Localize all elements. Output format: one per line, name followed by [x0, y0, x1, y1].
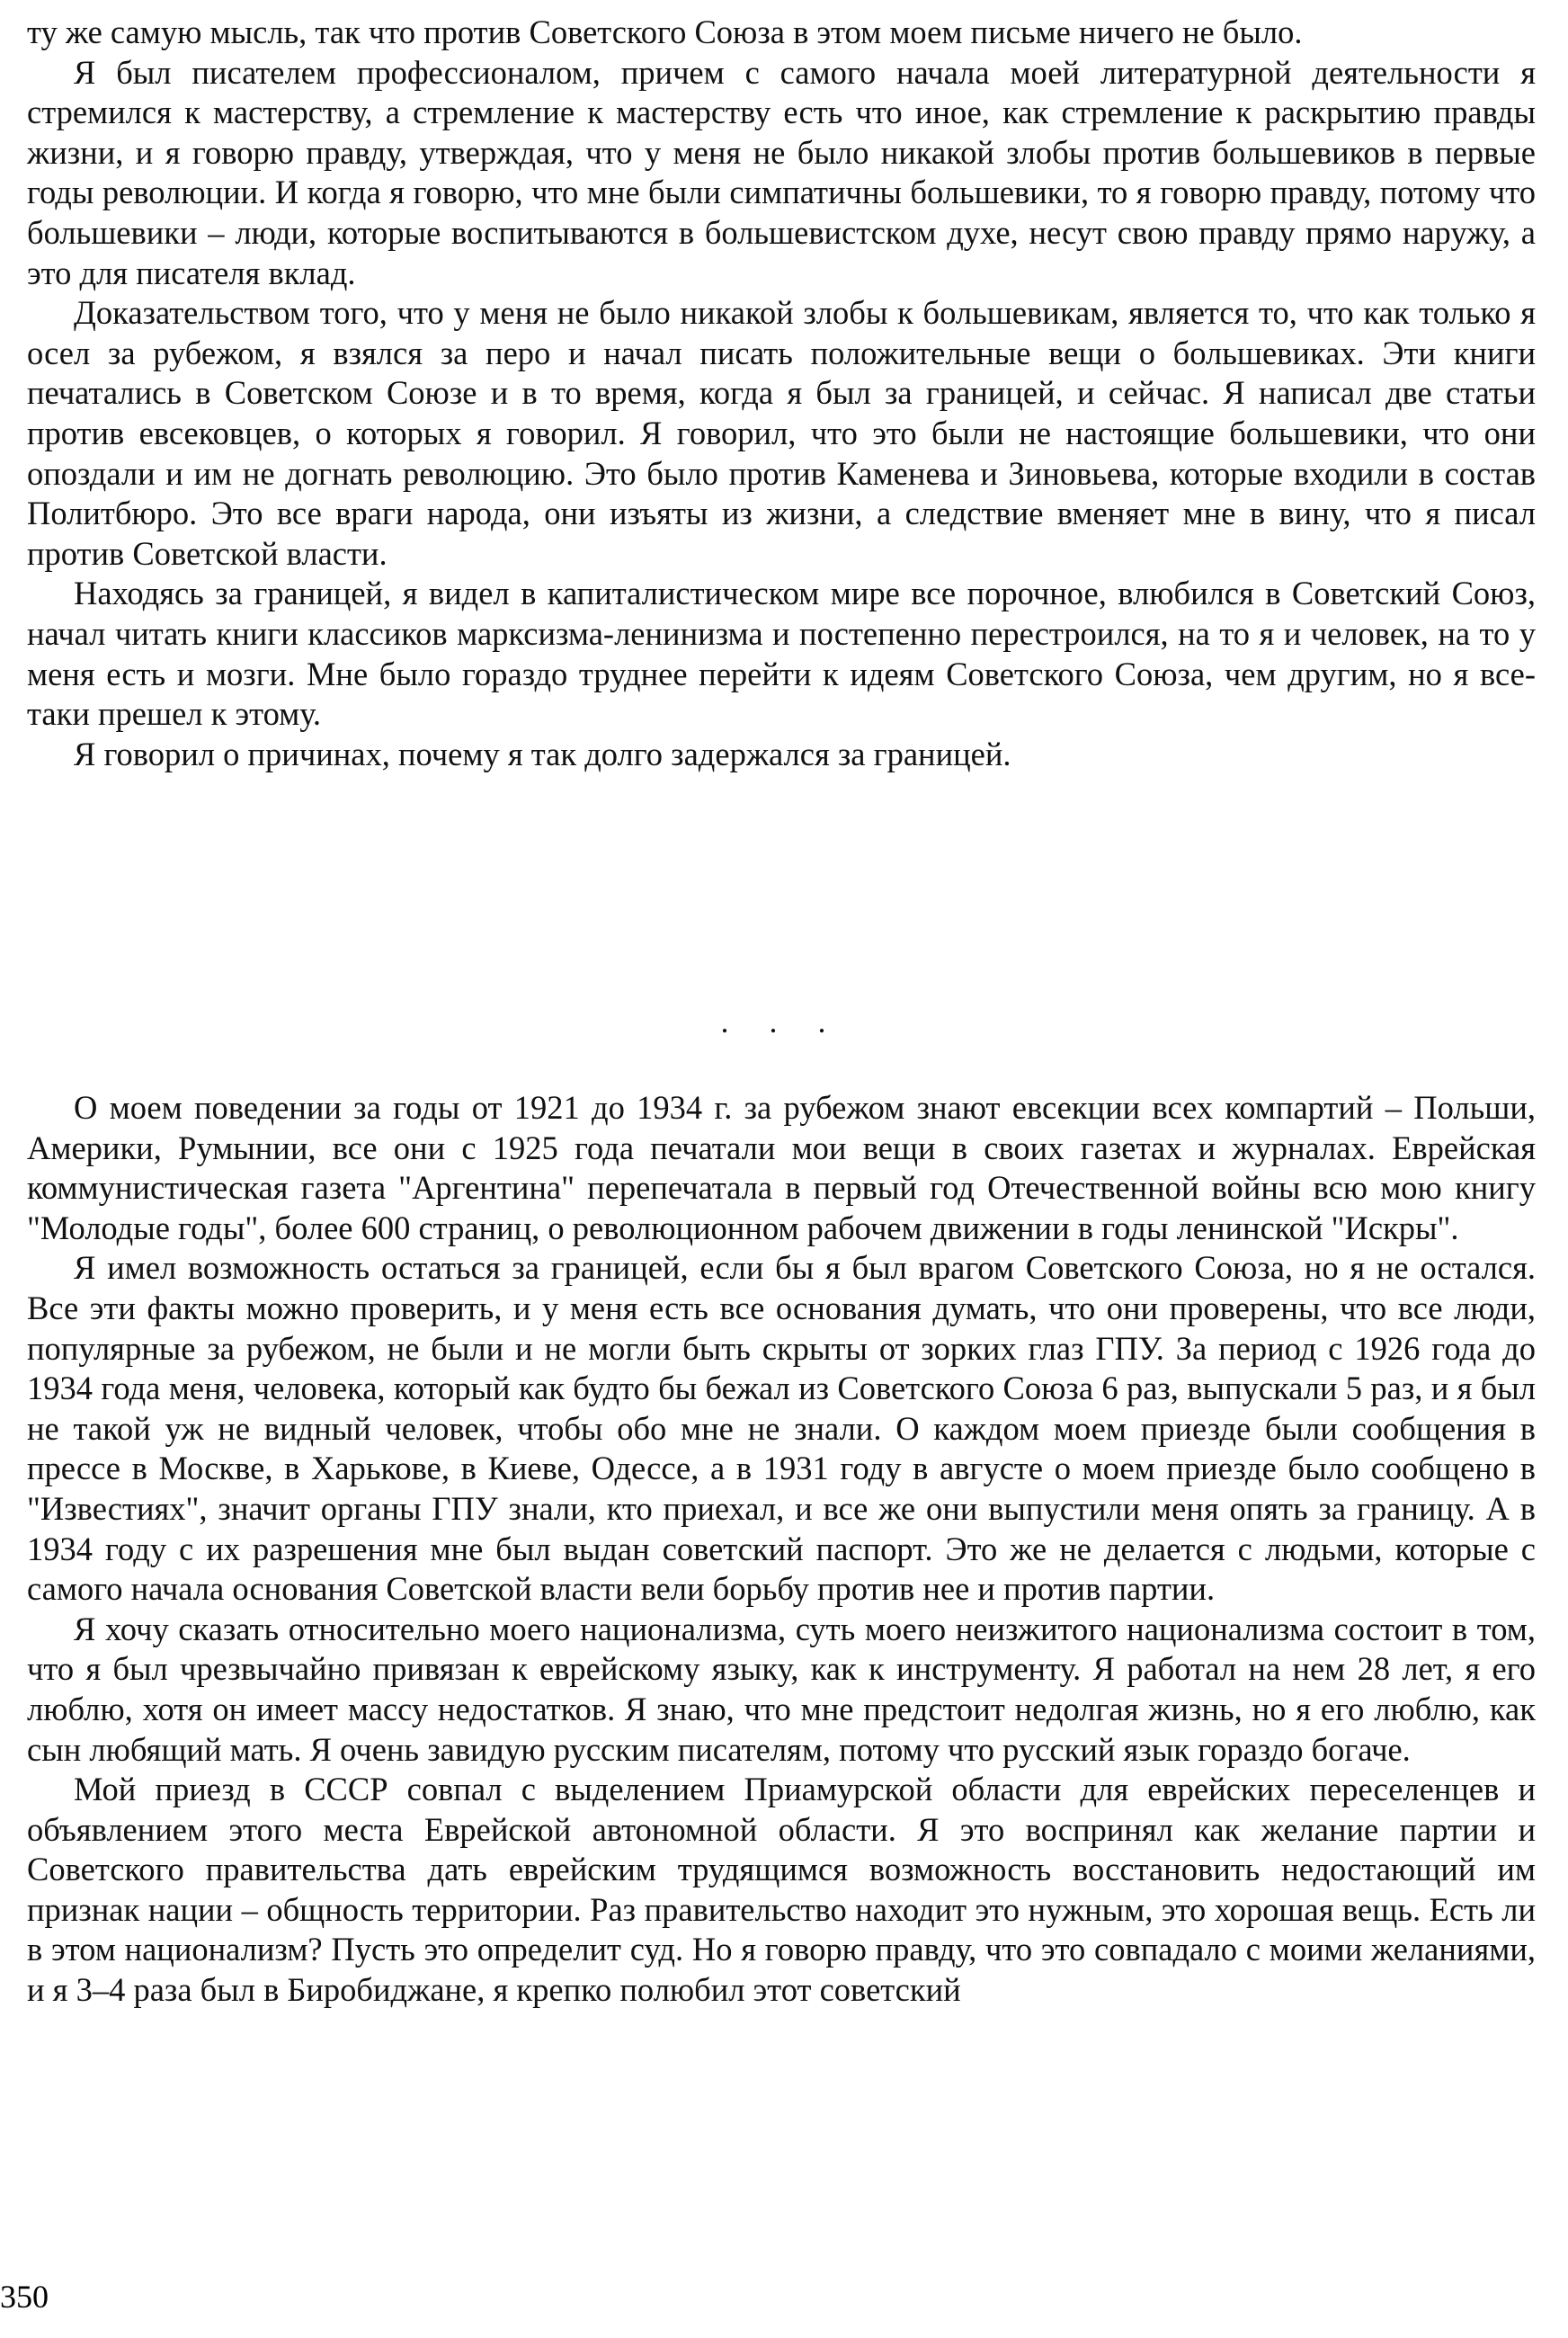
paragraph: Я хочу сказать относительно моего национализма, суть моего неизжитого национализма состоит в том, что я был чрезвычайно привязан к еврейскому языку, как к инструменту. Я работал на нем 28 лет, я его люблю, хотя он имеет массу недостатков. Я знаю, что мне предстоит недолгая жизнь, но я его люблю, как сын любящий мать. Я очень завидую русским писателям, потому что русский язык гораздо богаче.	[27, 1610, 1536, 1768]
paragraph: Я говорил о причинах, почему я так долго задержался за границей.	[74, 735, 1011, 772]
page-number: 350	[0, 2279, 49, 2315]
paragraph: ту же самую мысль, так что против Советского Союза в этом моем письме ничего не было.	[27, 13, 1303, 50]
text-section-two	[27, 1088, 1536, 2011]
paragraph: Находясь за границей, я видел в капиталистическом мире все порочное, влюбился в Советский Союз, начал читать книги классиков марксизма-ленинизма и постепенно перестроился, на то я и человек, на то у меня есть и мозги. Мне было гораздо труднее перейти к идеям Советского Союза, чем другим, но я все-таки прешел к этому.	[27, 575, 1536, 733]
paragraph: Я был писателем профессионалом, причем с самого начала моей литературной деятельности я стремился к мастерству, а стремление к мастерству есть что иное, как стремление к раскрытию правды жизни, и я говорю правду, утверждая, что у меня не было никакой злобы против большевиков в первые годы революции. И когда я говорю, что мне были симпатичны большевики, то я говорю правду, потому что большевики – люди, которые воспитываются в большевистском духе, несут свою правду прямо наружу, а это для писателя вклад.	[27, 53, 1536, 291]
paragraph: Я имел возможность остаться за границей, если бы я был врагом Советского Союза, но я не остался. Все эти факты можно проверить, и у меня есть все основания думать, что они проверены, что все люди, популярные за рубежом, не были и не могли быть скрыты от зорких глаз ГПУ. За период с 1926 года до 1934 года меня, человека, который как будто бы бежал из Советского Союза 6 раз, выпускали 5 раз, и я был не такой уж не видный человек, чтобы обо мне не знали. О каждом моем приезде были сообщения в прессе в Москве, в Харькове, в Киеве, Одессе, а в 1931 году в августе о моем приезде было сообщено в "Известиях", значит органы ГПУ знали, кто приехал, и все же они выпустили меня опять за границу. А в 1934 году с их разрешения мне был выдан советский паспорт. Это же не делается с людьми, которые с самого начала основания Советской власти вели борьбу против нее и против партии.	[27, 1249, 1536, 1608]
paragraph: Доказательством того, что у меня не было никакой злобы к большевикам, является то, что как только я осел за рубежом, я взялся за перо и начал писать положительные вещи о большевиках. Эти книги печатались в Советском Союзе и в то время, когда я был за границей, и сейчас. Я написал две статьи против евсековцев, о которых я говорил. Я говорил, что это были не настоящие большевики, что они опоздали и им не догнать революцию. Это было против Каменева и Зиновьева, которые входили в состав Политбюро. Это все враги народа, они изъяты из жизни, а следствие вменяет мне в вину, что я писал против Советской власти.	[27, 294, 1536, 572]
text-section-one	[27, 13, 1536, 774]
paragraph: Мой приезд в СССР совпал с выделением Приамурской области для еврейских переселенцев и объявлением этого места Еврейской автономной области. Я это воспринял как желание партии и Советского правительства дать еврейским трудящимся возможность восстановить недостающий им признак нации – общность территории. Раз правительство находит это нужным, это хорошая вещь. Есть ли в этом национализм? Пусть это определит суд. Но я говорю правду, что это совпадало с моими желаниями, и я 3–4 раза был в Биробиджане, я крепко полюбил этот советский	[27, 1771, 1536, 2009]
section-divider: . . .	[720, 1004, 842, 1040]
paragraph: О моем поведении за годы от 1921 до 1934 г. за рубежом знают евсекции всех компартий – Польши, Америки, Румынии, все они с 1925 года печатали мои вещи в своих газетах и журналах. Еврейская коммунистическая газета "Аргентина" перепечатала в первый год Отечественной войны всю мою книгу "Молодые годы", более 600 страниц, о революционном рабочем движении в годы ленинской "Искры".	[27, 1089, 1536, 1246]
